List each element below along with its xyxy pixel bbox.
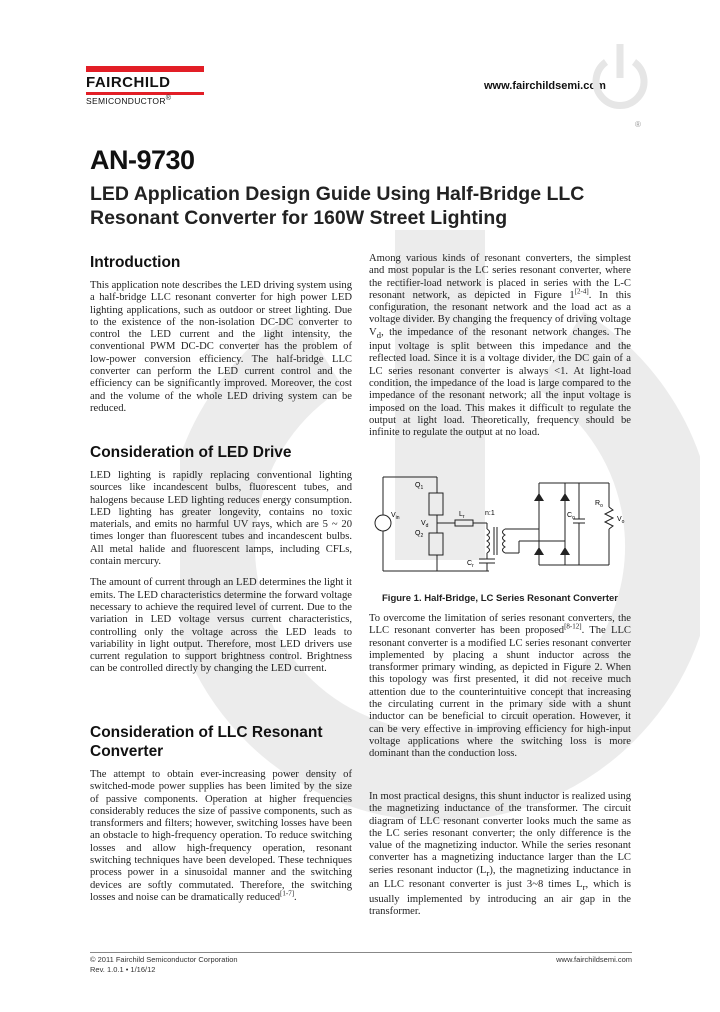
q1-switch [429,493,443,515]
vin-label: $V_{in}$ [391,512,400,521]
vo-label: $V_o$ [617,516,625,525]
turns-ratio-label: n:1 [485,510,495,517]
figure-1-caption: Figure 1. Half-Bridge, LC Series Resonant Converter [382,593,618,604]
diode-1 [534,493,544,501]
header-url[interactable]: www.fairchildsemi.com [484,80,606,92]
logo-subtitle: SEMICONDUCTOR® [86,95,172,106]
diode-3 [560,493,570,501]
led-drive-paragraph-1: LED lighting is rapidly replacing conventional lighting sources like incandescent bulbs, fluorescent tubes, and halogens because LED lighting reduces energy consumption. LED lighting has greater longevity, contains no toxic materials, and emits no harmful UV rays, which are 5 ~ 20 times longer than fluorescent tubes and incandescent bulbs. All metal halide and fluorescent lamps, including CFLs, contain mercury. [90,470,352,568]
footer-copyright: © 2011 Fairchild Semiconductor Corporation [90,955,238,964]
fairchild-logo[interactable] [86,66,204,106]
cr-label: $C_r$ [467,560,474,569]
document-title [90,182,650,230]
magnetizing-section [369,791,631,927]
logo-bottom-bar [86,92,204,95]
footer-url[interactable]: www.fairchildsemi.com [556,955,632,964]
q1-label: $Q_1$ [415,482,424,491]
introduction-section [90,253,352,424]
led-drive-heading: Consideration of LED Drive [90,444,292,461]
introduction-paragraph: This application note describes the LED driving system using a half-bridge LLC resonant converter for high power LED lighting applications, such as outdoor or street lighting. Due to the existence of the non-isolation DC-DC converter to control the LED current and the light intensity, the conventional PWM DC-DC converter has the problem of low-power conversion efficiency. The half-bridge LLC converter can perform the LED current control and the efficiency can be significantly improved. Moreover, the cost and the volume of the whole LED driving system can be reduced. [90,280,352,414]
llc-proposal-paragraph: To overcome the limitation of series resonant converters, the LLC resonant converter has been proposed[8-12]. The LLC resonant converter is a modified LC series resonant converter implemented by placing a shunt inductor across the transformer primary winding, as depicted in Figure 2. When this topology was first presented, it did not receive much attention due to the counterintuitive concept that increasing the circulating current in the primary side with a shunt inductor can be beneficial to circuit operation. However, it can be very effective in improving efficiency for high-input voltage applications where the switching loss is more dominant than the conduction loss. [369,613,632,760]
vd-label: $V_d$ [421,520,429,529]
title-line-2: Resonant Converter for 160W Street Lighting [90,207,508,229]
magnetizing-paragraph: In most practical designs, this shunt inductor is realized using the magnetizing inductance of the transformer. The circuit diagram of LLC resonant converter looks much the same as the LC series resonant converter; the only difference is the value of the magnetizing inductor. While the series resonant converter has a magnetizing inductance larger than the LC series resonant inductor $(L_r)$, the magnetizing inductance in an LLC resonant converter is just 3~8 times $L_r$, which is usually implemented by introducing an air gap in the transformer. [369,791,632,917]
transformer-secondary [503,529,506,553]
llc-proposal-section [369,613,631,770]
footer-divider [90,952,632,953]
diode-4 [560,547,570,555]
llc-paragraph-1: The attempt to obtain ever-increasing power density of switched-mode power supplies has been limited by the size of passive components. Operation at higher frequencies considerably reduces the size of passive components, such as transformers and filters; however, switching losses have been an obstacle to high-frequency operation. To reduce switching losses and allow high-frequency operation, resonant switching techniques have been developed. These techniques process power in a sinusoidal manner and the switching devices are softly commutated. Therefore, the switching losses and noise can be dramatically reduced[1-7]. [90,769,352,903]
logo-name: FAIRCHILD [86,74,171,91]
circuit-diagram [369,465,631,583]
llc-heading: Consideration of LLC Resonant Converter [90,724,323,760]
load-resistor [605,507,613,529]
input-source-symbol [375,515,391,531]
q2-switch [429,533,443,555]
led-drive-paragraph-2: The amount of current through an LED determines the light it emits. The LED characteristics determine the forward voltage necessary to achieve the required level of current. Due to the variation in LED voltage versus current characteristics, controlling only the voltage across the LED leads to variability in light output. Therefore, most LED drivers use current regulation to support brightness control. Brightness can be controlled directly by changing the LED current. [90,577,352,675]
registered-mark: ® [635,120,641,129]
power-icon [588,40,652,124]
footer-revision: Rev. 1.0.1 • 1/16/12 [90,965,156,974]
lc-series-paragraph: Among various kinds of resonant converters, the simplest and most popular is the LC series resonant converter, where the rectifier-load network is placed in series with the L-C resonant network, as depicted in Figure 1[2-4]. In this configuration, the resonant network and the load act as a voltage divider. By changing the frequency of driving voltage $V_d$, the impedance of the resonant network changes. The input voltage is split between this impedance and the reflected load. Since it is a voltage divider, the DC gain of a LC series resonant converter is always <1. At light-load condition, the impedance of the load is large compared to the impedance of the resonant network; all the input voltage is imposed on the load. This makes it difficult to regulate the output at light load. Theoretically, frequency should be infinite to regulate the output at no load. [369,253,631,439]
llc-section [90,723,352,913]
lr-inductor [455,520,473,526]
transformer-primary [487,529,490,553]
document-number: AN-9730 [90,145,195,175]
title-line-1: LED Application Design Guide Using Half-Bridge LLC [90,183,585,205]
q2-label: $Q_2$ [415,530,424,539]
co-label: $C_o$ [567,512,575,521]
diode-2 [534,547,544,555]
led-drive-section [90,443,352,685]
lr-label: $L_r$ [459,511,465,520]
lc-series-section [369,253,631,449]
ro-label: $R_o$ [595,500,603,509]
introduction-heading: Introduction [90,254,181,271]
logo-top-bar [86,66,204,72]
